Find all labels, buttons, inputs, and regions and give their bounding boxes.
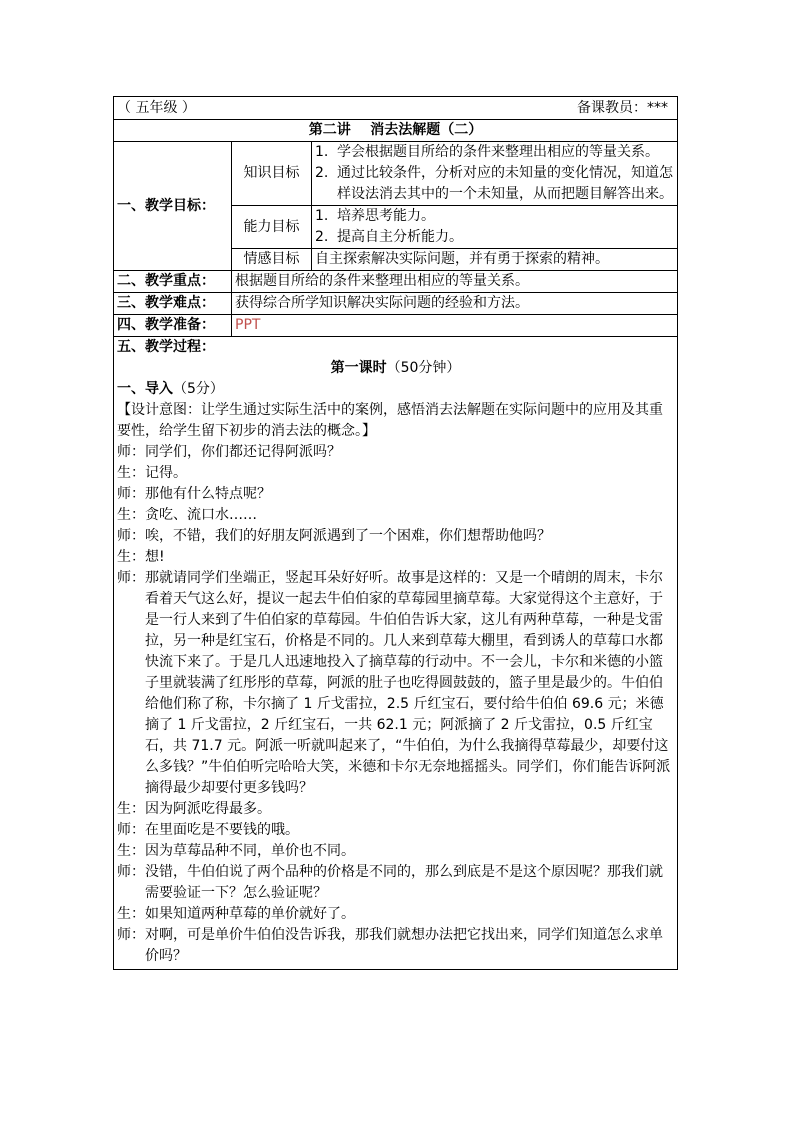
dialog-line xyxy=(117,841,674,862)
ability-goal-cell xyxy=(312,206,678,249)
key-point-row xyxy=(114,271,678,293)
ability-goal-list xyxy=(315,206,674,248)
dialog-text: 因为阿派吃得最多。 xyxy=(145,801,271,817)
list-item: 1. 培养思考能力。 xyxy=(315,208,435,224)
knowledge-goal-row xyxy=(114,142,678,206)
dialog-line xyxy=(117,442,674,463)
dialog-speaker: 生： xyxy=(117,507,145,523)
dialog-text: 贪吃、流口水…… xyxy=(145,507,257,523)
dialog-speaker: 师： xyxy=(117,864,145,880)
dialog-speaker: 生： xyxy=(117,465,145,481)
dialog-line xyxy=(117,526,674,547)
dialog-speaker: 生： xyxy=(117,549,145,565)
lesson-title: 第一课时（50分钟） xyxy=(330,360,461,376)
dialog-text: 在里面吃是不要钱的哦。 xyxy=(145,822,299,838)
dialog-line xyxy=(117,820,674,841)
dialog-line xyxy=(117,904,674,925)
header-row xyxy=(114,97,678,120)
dialog-speaker: 师： xyxy=(117,570,145,586)
process-row xyxy=(114,337,678,970)
section-title: 一、导入（5分） xyxy=(117,381,224,397)
preparation-text: PPT xyxy=(232,315,678,337)
dialog-speaker: 师： xyxy=(117,444,145,460)
dialog-text: 因为草莓品种不同，单价也不同。 xyxy=(145,843,355,859)
dialog-text: 唉，不错，我们的好朋友阿派遇到了一个困难，你们想帮助他吗？ xyxy=(145,528,551,544)
knowledge-goal-list xyxy=(315,142,674,205)
dialog-line xyxy=(117,484,674,505)
dialog-text: 对啊，可是单价牛伯伯没告诉我，那我们就想办法把它找出来，同学们知道怎么求单价吗？ xyxy=(145,927,663,964)
dialog-speaker: 师： xyxy=(117,528,145,544)
title-row xyxy=(114,120,678,142)
preparation-label: 四、教学准备： xyxy=(114,315,232,337)
dialog-line xyxy=(117,799,674,820)
dialog-speaker: 生： xyxy=(117,843,145,859)
dialog-text: 同学们，你们都还记得阿派吗？ xyxy=(145,444,341,460)
difficulty-text: 获得综合所学知识解决实际问题的经验和方法。 xyxy=(232,293,678,315)
key-point-label: 二、教学重点： xyxy=(114,271,232,293)
process-label: 五、教学过程： xyxy=(117,339,215,355)
dialog-list xyxy=(117,442,674,967)
dialog-text: 想! xyxy=(145,549,165,565)
knowledge-goal-label: 知识目标 xyxy=(232,142,312,206)
dialog-speaker: 生： xyxy=(117,801,145,817)
knowledge-goal-cell xyxy=(312,142,678,206)
ability-goal-label: 能力目标 xyxy=(232,206,312,249)
difficulty-row xyxy=(114,293,678,315)
dialog-speaker: 师： xyxy=(117,486,145,502)
lesson-plan-page xyxy=(113,96,677,970)
dialog-text: 那就请同学们坐端正，竖起耳朵好好听。故事是这样的：又是一个晴朗的周末，卡尔看着天气这么好，提议一起去牛伯伯家的草莓园里摘草莓。大家觉得这个主意好，于是一行人来到了牛伯伯家的草莓园。牛伯伯告诉大家，这儿有两种草莓，一种是戈雷拉，另一种是红宝石，价格是不同的。几人来到草莓大棚里，看到诱人的草莓口水都快流下来了。于是几人迅速地投入了摘草莓的行动中。不一会儿，卡尔和米德的小篮子里就装满了红彤彤的草莓，阿派的肚子也吃得圆鼓鼓的，篮子里是最少的。牛伯伯给他们称了称，卡尔摘了 1 斤戈雷拉，2.5 斤红宝石，要付给牛伯伯 69.6 元；米德摘了 1 斤戈雷拉，2 斤红宝石，一共 62.1 元；阿派摘了 2 斤戈雷拉，0.5 斤红宝石，共 71.7 元。阿派一听就叫起来了，“牛伯伯，为什么我摘得草莓最少，却要付这么多钱？”牛伯伯听完哈哈大笑，米德和卡尔无奈地摇摇头。同学们，你们能告诉阿派摘得最少却要付更多钱吗？ xyxy=(145,570,671,796)
dialog-text: 那他有什么特点呢？ xyxy=(145,486,271,502)
list-item: 2. 通过比较条件，分析对应的未知量的变化情况，知道怎样设法消去其中的一个未知量，从而把题目解答出来。 xyxy=(315,165,673,202)
lecture-title: 第二讲 消去法解题（二） xyxy=(114,120,678,142)
dialog-speaker: 生： xyxy=(117,906,145,922)
dialog-line xyxy=(117,568,674,799)
dialog-text: 如果知道两种草莓的单价就好了。 xyxy=(145,906,355,922)
dialog-line xyxy=(117,505,674,526)
dialog-speaker: 师： xyxy=(117,822,145,838)
dialog-speaker: 师： xyxy=(117,927,145,943)
emotion-goal-text: 自主探索解决实际问题，并有勇于探索的精神。 xyxy=(312,249,678,271)
preparation-row xyxy=(114,315,678,337)
design-intent: 【设计意图：让学生通过实际生活中的案例，感悟消去法解题在实际问题中的应用及其重要性，给学生留下初步的消去法的概念。】 xyxy=(117,402,663,439)
process-cell xyxy=(114,337,678,970)
dialog-text: 记得。 xyxy=(145,465,187,481)
list-item: 2. 提高自主分析能力。 xyxy=(315,229,463,245)
goals-label: 一、教学目标： xyxy=(114,142,232,271)
dialog-text: 没错，牛伯伯说了两个品种的价格是不同的，那么到底是不是这个原因呢？那我们就需要验证一下？怎么验证呢？ xyxy=(145,864,663,901)
dialog-line xyxy=(117,547,674,568)
teacher-label: 备课教员：*** xyxy=(577,99,668,116)
emotion-goal-label: 情感目标 xyxy=(232,249,312,271)
dialog-line xyxy=(117,925,674,967)
grade-label: （ 五年级 ） xyxy=(117,99,196,116)
lesson-plan-table xyxy=(113,96,678,970)
dialog-line xyxy=(117,463,674,484)
key-point-text: 根据题目所给的条件来整理出相应的等量关系。 xyxy=(232,271,678,293)
list-item: 1. 学会根据题目所给的条件来整理出相应的等量关系。 xyxy=(315,144,659,160)
difficulty-label: 三、教学难点： xyxy=(114,293,232,315)
dialog-line xyxy=(117,862,674,904)
